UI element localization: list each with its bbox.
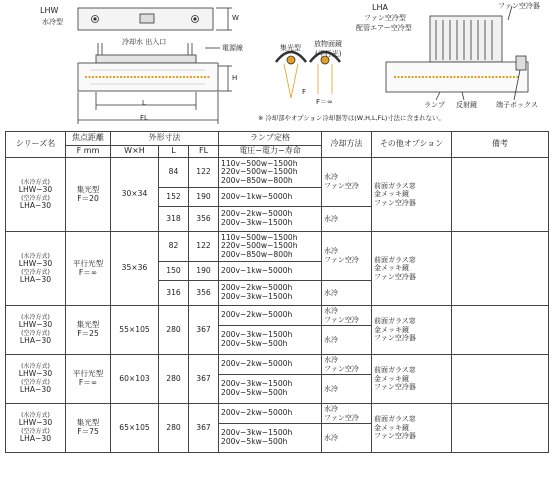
focal-value: F＝∞ (78, 267, 98, 277)
lhw-top-view (78, 8, 232, 30)
l-cell: 318 (159, 207, 189, 232)
lamp-rating: 200v−1kw−5000h (221, 265, 293, 275)
lamp-cell (219, 158, 322, 188)
cooling-method: 水冷 (324, 433, 339, 442)
product-diagrams (0, 0, 553, 130)
lamp-cell (219, 355, 322, 375)
l-cell: 280 (159, 306, 189, 355)
cooling-cell (322, 326, 372, 355)
lamp-rating: 200v−3kw−1500h (221, 428, 293, 438)
cooling-method: ファン空冷 (324, 413, 359, 422)
remarks-cell (452, 232, 549, 306)
cooling-method: 水冷 (324, 247, 339, 256)
header-fl: FL (189, 146, 219, 158)
fl-cell: 190 (189, 188, 219, 207)
f-infinity-label: F＝∞ (316, 98, 333, 106)
focal-type: 集光型 (76, 418, 100, 428)
header-l: L (159, 146, 189, 158)
series-lead: (水冷方式) (21, 412, 50, 420)
wh-cell: 65×105 (111, 404, 159, 453)
lamp-rating: 200v−5kw−500h (221, 437, 288, 446)
lha-subtitle-1: ファン空冷型 (364, 14, 406, 22)
series-name: LHA−30 (19, 200, 52, 210)
series-name: LHW−30 (18, 369, 53, 379)
lamp-cell (219, 262, 322, 281)
reflector-label: 反射鏡 (456, 101, 477, 109)
header-series: シリーズ名 (6, 132, 66, 158)
table-row (6, 404, 549, 424)
series-cell (6, 404, 66, 453)
lhw-title: LHW (40, 6, 59, 15)
option-item: 前面ガラス窓 (374, 415, 416, 424)
series-lead: (空冷方式) (21, 194, 50, 202)
cooling-cell (322, 232, 372, 281)
header-outer: 外形寸法 (111, 132, 219, 146)
series-lead: (水冷方式) (21, 314, 50, 322)
reflector-sketches (276, 52, 340, 98)
lamp-rating: 200v−2kw−5000h (221, 359, 293, 369)
table-row (6, 158, 549, 188)
series-name: LHW−30 (18, 258, 53, 268)
header-lamp-sub: 電圧−電力−寿命 (219, 146, 322, 158)
lamp-rating: 200v−2kw−5000h (221, 408, 293, 418)
l-cell: 316 (159, 281, 189, 306)
focal-cell (66, 306, 111, 355)
lamp-cell (219, 306, 322, 326)
option-item: 金メッキ鏡 (374, 423, 410, 432)
focal-cell (66, 404, 111, 453)
series-cell (6, 306, 66, 355)
focal-cell (66, 355, 111, 404)
remarks-cell (452, 158, 549, 232)
l-cell: 280 (159, 404, 189, 453)
options-cell (372, 232, 452, 306)
focal-type: 集光型 (76, 184, 100, 194)
cooling-cell (322, 375, 372, 404)
parallel-type-label: 放物面鏡 (314, 40, 342, 48)
option-item: ファン空冷器 (374, 198, 416, 207)
remarks-cell (452, 306, 549, 355)
series-name: LHW−30 (18, 418, 53, 428)
options-cell (372, 404, 452, 453)
series-lead: (水冷方式) (21, 252, 50, 260)
series-name: LHA−30 (19, 434, 52, 443)
cooling-cell (322, 158, 372, 207)
focal-type: 集光型 (76, 320, 100, 330)
lha-subtitle-2: 配管エアー空冷型 (356, 24, 412, 32)
cooling-cell (322, 404, 372, 424)
fan-cooler-label: ファン空冷器 (498, 2, 540, 10)
header-remarks: 備考 (452, 132, 549, 158)
dim-w-label: W (232, 14, 239, 22)
lamp-rating: 200v−3kw−1500h (221, 218, 293, 227)
option-item: ファン空冷器 (374, 334, 416, 343)
wh-cell: 30×34 (111, 158, 159, 232)
series-cell (6, 158, 66, 232)
header-focal-unit: F mm (66, 146, 111, 158)
l-cell: 280 (159, 355, 189, 404)
lamp-cell (219, 188, 322, 207)
cooling-cell (322, 306, 372, 326)
cooling-method: 水冷 (324, 384, 339, 393)
series-lead: (空冷方式) (21, 379, 50, 386)
lamp-rating: 200v−850w−800h (221, 249, 293, 259)
options-cell (372, 355, 452, 404)
lamp-rating: 200v−5kw−500h (221, 339, 288, 348)
focal-value: F＝20 (77, 193, 99, 203)
lamp-rating: 200v−850w−800h (221, 175, 293, 185)
lamp-rating: 200v−2kw−5000h (221, 310, 293, 320)
power-line-label: 電源線 (222, 44, 243, 52)
cooling-cell (322, 355, 372, 375)
header-wh: W×H (111, 146, 159, 158)
focal-type: 平行光型 (72, 369, 104, 379)
focus-type-label: 集光型 (280, 44, 301, 52)
table-row (6, 306, 549, 326)
lamp-cell (219, 232, 322, 262)
lamp-rating: 200v−2kw−5000h (221, 209, 293, 219)
fl-cell: 122 (189, 158, 219, 188)
coolant-inlet-label: 冷却水 出入口 (122, 38, 167, 46)
cooling-cell (322, 424, 372, 453)
series-lead: (空冷方式) (21, 428, 50, 435)
l-cell: 82 (159, 232, 189, 262)
wh-cell: 35×36 (111, 232, 159, 306)
series-cell (6, 355, 66, 404)
cooling-method: 水冷 (324, 214, 339, 223)
lamp-rating: 110v−500w−1500h (221, 232, 298, 242)
cooling-method: ファン空冷 (324, 315, 359, 324)
header-cooling: 冷却方法 (322, 132, 372, 158)
lamp-label: ランプ (424, 101, 445, 109)
lamp-rating: 220v−500w−1500h (221, 167, 298, 177)
wh-cell: 55×105 (111, 306, 159, 355)
fl-cell: 367 (189, 306, 219, 355)
remarks-cell (452, 404, 549, 453)
option-item: 金メッキ鏡 (374, 325, 410, 334)
focal-value: F＝∞ (78, 378, 98, 387)
lamp-cell (219, 281, 322, 306)
series-lead: (水冷方式) (21, 178, 50, 186)
cooling-method: 水冷 (324, 335, 339, 344)
lamp-rating: 200v−2kw−5000h (221, 283, 293, 293)
option-item: 金メッキ鏡 (374, 264, 410, 273)
option-item: 前面ガラス窓 (374, 181, 416, 190)
series-name: LHA−30 (19, 336, 52, 345)
focal-cell (66, 232, 111, 306)
fl-cell: 122 (189, 232, 219, 262)
dimension-note: ※ 冷却部やオプション冷却器等は(W,H,L,FL)寸法に含まれない。 (258, 114, 445, 122)
wh-cell: 60×103 (111, 355, 159, 404)
option-item: ファン空冷器 (374, 432, 416, 441)
fl-cell: 356 (189, 207, 219, 232)
series-lead: (空冷方式) (21, 330, 50, 337)
series-lead: (空冷方式) (21, 268, 50, 276)
options-cell (372, 158, 452, 232)
cooling-cell (322, 281, 372, 306)
series-name: LHA−30 (19, 385, 52, 394)
option-item: ファン空冷器 (374, 272, 416, 281)
header-options: その他オプション (372, 132, 452, 158)
spec-table (5, 131, 549, 453)
lamp-cell (219, 404, 322, 424)
cooling-method: 水冷 (324, 173, 339, 182)
dim-fl-label: FL (140, 114, 148, 122)
cooling-method: ファン空冷 (324, 182, 359, 190)
cooling-cell (322, 207, 372, 232)
dim-h-label: H (232, 74, 238, 82)
lhw-subtitle: 水冷型 (42, 18, 63, 26)
lamp-rating: 200v−1kw−5000h (221, 191, 293, 201)
f-label: F (302, 88, 307, 96)
option-item: 前面ガラス窓 (374, 317, 416, 326)
terminal-box-label: 端子ボックス (496, 101, 538, 109)
cooling-method: 水冷 (324, 288, 339, 297)
focal-type: 平行光型 (72, 258, 104, 268)
l-cell: 84 (159, 158, 189, 188)
lamp-rating: 110v−500w−1500h (221, 158, 298, 168)
cooling-method: 水冷 (324, 306, 339, 315)
fl-cell: 190 (189, 262, 219, 281)
series-name: LHW−30 (18, 184, 53, 194)
lamp-cell (219, 326, 322, 355)
lamp-rating: 200v−5kw−500h (221, 388, 288, 397)
lha-front-view (386, 6, 528, 100)
fl-cell: 367 (189, 404, 219, 453)
option-item: 金メッキ鏡 (374, 374, 410, 383)
lamp-rating: 200v−3kw−1500h (221, 292, 293, 301)
option-item: 前面ガラス窓 (374, 255, 416, 264)
table-row (6, 232, 549, 262)
fl-cell: 367 (189, 355, 219, 404)
fl-cell: 356 (189, 281, 219, 306)
cooling-method: 水冷 (324, 404, 339, 413)
lha-title: LHA (372, 3, 388, 12)
parallel-type-sub: (平行光) (315, 50, 342, 58)
series-lead: (水冷方式) (21, 363, 50, 371)
lamp-rating: 200v−3kw−1500h (221, 330, 293, 340)
cooling-method: ファン空冷 (324, 256, 359, 264)
lamp-rating: 200v−3kw−1500h (221, 379, 293, 389)
remarks-cell (452, 355, 549, 404)
series-cell (6, 232, 66, 306)
l-cell: 150 (159, 262, 189, 281)
lamp-cell (219, 207, 322, 232)
focal-value: F＝25 (77, 329, 99, 338)
header-lamp: ランプ定格 (219, 132, 322, 146)
option-item: 金メッキ鏡 (374, 190, 410, 199)
header-focal: 焦点距離 (66, 132, 111, 146)
header-row-1 (6, 132, 549, 146)
lamp-rating: 220v−500w−1500h (221, 241, 298, 251)
l-cell: 152 (159, 188, 189, 207)
lhw-front-view (78, 43, 232, 124)
lamp-cell (219, 375, 322, 404)
table-row (6, 355, 549, 375)
series-name: LHW−30 (18, 320, 53, 330)
lamp-cell (219, 424, 322, 453)
cooling-method: 水冷 (324, 355, 339, 364)
options-cell (372, 306, 452, 355)
cooling-method: ファン空冷 (324, 364, 359, 373)
option-item: 前面ガラス窓 (374, 366, 416, 375)
option-item: ファン空冷器 (374, 383, 416, 392)
dim-l-label: L (142, 99, 146, 107)
focal-value: F＝75 (77, 427, 99, 436)
focal-cell (66, 158, 111, 232)
series-name: LHA−30 (19, 274, 52, 284)
